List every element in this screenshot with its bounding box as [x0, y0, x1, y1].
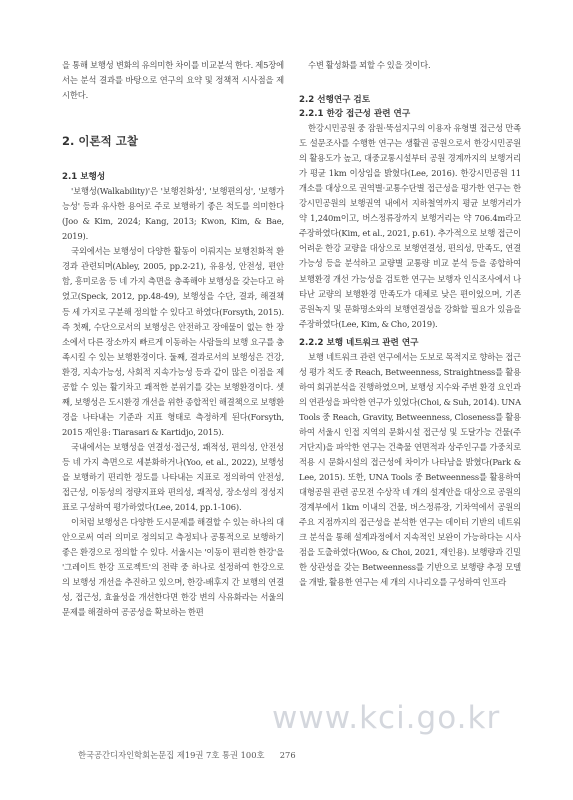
body-paragraph: 한강시민공원 중 잠원·뚝섬지구의 이용자 유형별 접근성 만족도 설문조사를 수행한 연구는 생활권 공원으로서 한강시민공원의 활용도가 높고, 대중교통시설부터 공원 경계까지의 보행거리가 평균 1km 이상임을 밝혔다(Lee, 2016). 한강시민공원 11개소를 대상으로 권역별·교통수단별 접근성을 평가한 연구는 한강시민공원의 보행권역 내에서 지하철역까지 평균 보행거리가 약 1,240m이고, 버스정류장까지 보행거리는 약 706.4m라고 주장하였다(Kim, et al., 2021, p.61). 추가적으로 보행 접근이 어려운 한강 교량을 대상으로 보행연결성, 편의성, 만족도, 연결가능성 등을 분석하고 교량별 교통량 비교 분석 등을 종합하여 보행환경 개선 가능성을 검토한 연구는 보행자 인식조사에서 나타난 교량의 보행환경 만족도가 대체로 낮은 편이었으며, 기존 공원녹지 및 문화명소와의 보행연결성을 강화할 필요가 있음을 주장하였다(Lee, Kim, & Cho, 2019).: [299, 123, 521, 329]
section-heading: 2. 이론적 고찰: [62, 134, 138, 149]
subsection-heading: 2.1 보행성: [62, 172, 106, 183]
body-paragraph: 국외에서는 보행성이 다양한 활동이 이뤄지는 보행친화적 환경과 관련되며(Abley, 2005, pp.2-21), 유용성, 안전성, 편안함, 흥미로움 등 네 가지 측면을 충족해야 보행성을 갖는다고 하였고(Speck, 2012, pp.48-49), 보행성을 수단, 결과, 해결책 등 세 가지로 구분해 정의할 수 있다고 하였다(Forsyth, 2015). 즉 첫째, 수단으로서의 보행성은 안전하고 장애물이 없는 한 장소에서 다른 장소까지 빠르게 이동하는 사람들의 보행 요구를 충족시킬 수 있는 보행환경이다. 둘째, 결과로서의 보행성은 건강, 환경, 지속가능성, 사회적 지속가능성 등과 같이 많은 이점을 제공할 수 있는 활기차고 쾌적한 분위기를 갖는 보행환경이다. 셋째, 보행성은 도시환경 개선을 위한 종합적인 해결책으로 보행환경을 나타내는 기준과 지표 형태로 측정하게 된다(Forsyth, 2015 재인용: Tiarasari & Kartidjo, 2015).: [62, 246, 284, 437]
page-footer: [78, 749, 296, 761]
subsection-heading: 2.2 선행연구 검토: [299, 95, 371, 106]
left-column: [62, 58, 284, 621]
page-number: 276: [279, 750, 296, 760]
journal-name: 한국공간디자인학회논문집 제19권 7호 통권 100호: [78, 750, 265, 760]
body-paragraph: '보행성(Walkability)'은 '보행친화성', '보행편의성', '보행가능성' 등과 유사한 용어로 주로 보행하기 좋은 척도를 의미한다(Joo & Kim, 2024; Kang, 2013; Kwon, Kim, & Bae, 2019).: [62, 186, 284, 242]
subsub-heading: 2.2.1 한강 접근성 관련 연구: [299, 109, 411, 120]
watermark: www.kci.go.kr: [272, 700, 501, 736]
body-paragraph: 국내에서는 보행성을 연결성·접근성, 쾌적성, 편의성, 안전성 등 네 가지 측면으로 세분화하거나(Yoo, et al., 2022), 보행성을 보행하기 편리한 정도를 나타내는 지표로 정의하여 안전성, 접근성, 이동성의 정량지표와 편의성, 쾌적성, 장소성의 정성지표로 구성하여 평가하였다(Lee, 2014, pp.1-106).: [62, 441, 284, 513]
right-column: [299, 58, 521, 590]
subsub-heading: 2.2.2 보행 네트워크 관련 연구: [299, 337, 419, 348]
intro-paragraph: 을 통해 보행성 변화의 유의미한 차이를 비교분석 한다. 제5장에서는 분석 결과를 바탕으로 연구의 요약 및 정책적 시사점을 제시한다.: [62, 60, 284, 101]
intro-paragraph: 수변 활성화를 꾀할 수 있을 것이다.: [308, 60, 431, 70]
body-paragraph: 이처럼 보행성은 다양한 도시문제를 해결할 수 있는 하나의 대안으로써 여러 의미로 정의되고 측정되나 공통적으로 보행하기 좋은 환경으로 정의할 수 있다. 서울시는 '이동이 편리한 한강'을 '그레이트 한강 프로젝트'의 전략 중 하나로 설정하여 한강으로의 보행성 개선을 추진하고 있으며, 한강-배후지 간 보행의 연결성, 접근성, 효율성을 개선한다면 한강 변의 사유화라는 서울의 문제를 해결하여 공공성을 확보하는 한편: [62, 517, 284, 618]
body-paragraph: 보행 네트워크 관련 연구에서는 도보로 목적지로 향하는 접근성 평가 척도 중 Reach, Betweenness, Straightness를 활용하여 회귀분석을 진행하였으며, 보행성 지수와 주변 환경 요인과의 연관성을 파악한 연구가 있었다(Choi, & Suh, 2014). UNA Tools 중 Reach, Gravity, Betweenness, Closeness를 활용하여 서울시 인접 지역의 문화시설 접근성 및 도달가능 건물(주거단지)을 파악한 연구는 건축물 연면적과 상주인구를 가중치로 적용 시 문화시설의 접근성에 차이가 나타남을 밝혔다(Park & Lee, 2015). 또한, UNA Tools 중 Betweenness를 활용하여 대형공원 관련 공모전 수상작 네 개의 설계안을 대상으로 공원의 경계부에서 1km 이내의 건물, 버스정류장, 기차역에서 공원의 주요 지점까지의 접근성을 분석한 연구는 데이터 기반의 네트워크 분석을 통해 설계과정에서 지속적인 보완이 가능하다는 시사점을 도출하였다(Woo, & Choi, 2021, 재인용). 보행량과 긴밀한 상관성을 갖는 Betweenness를 기반으로 보행량 추정 모델을 개발, 활용한 연구는 세 개의 시나리오를 구성하여 인프라: [299, 351, 521, 588]
